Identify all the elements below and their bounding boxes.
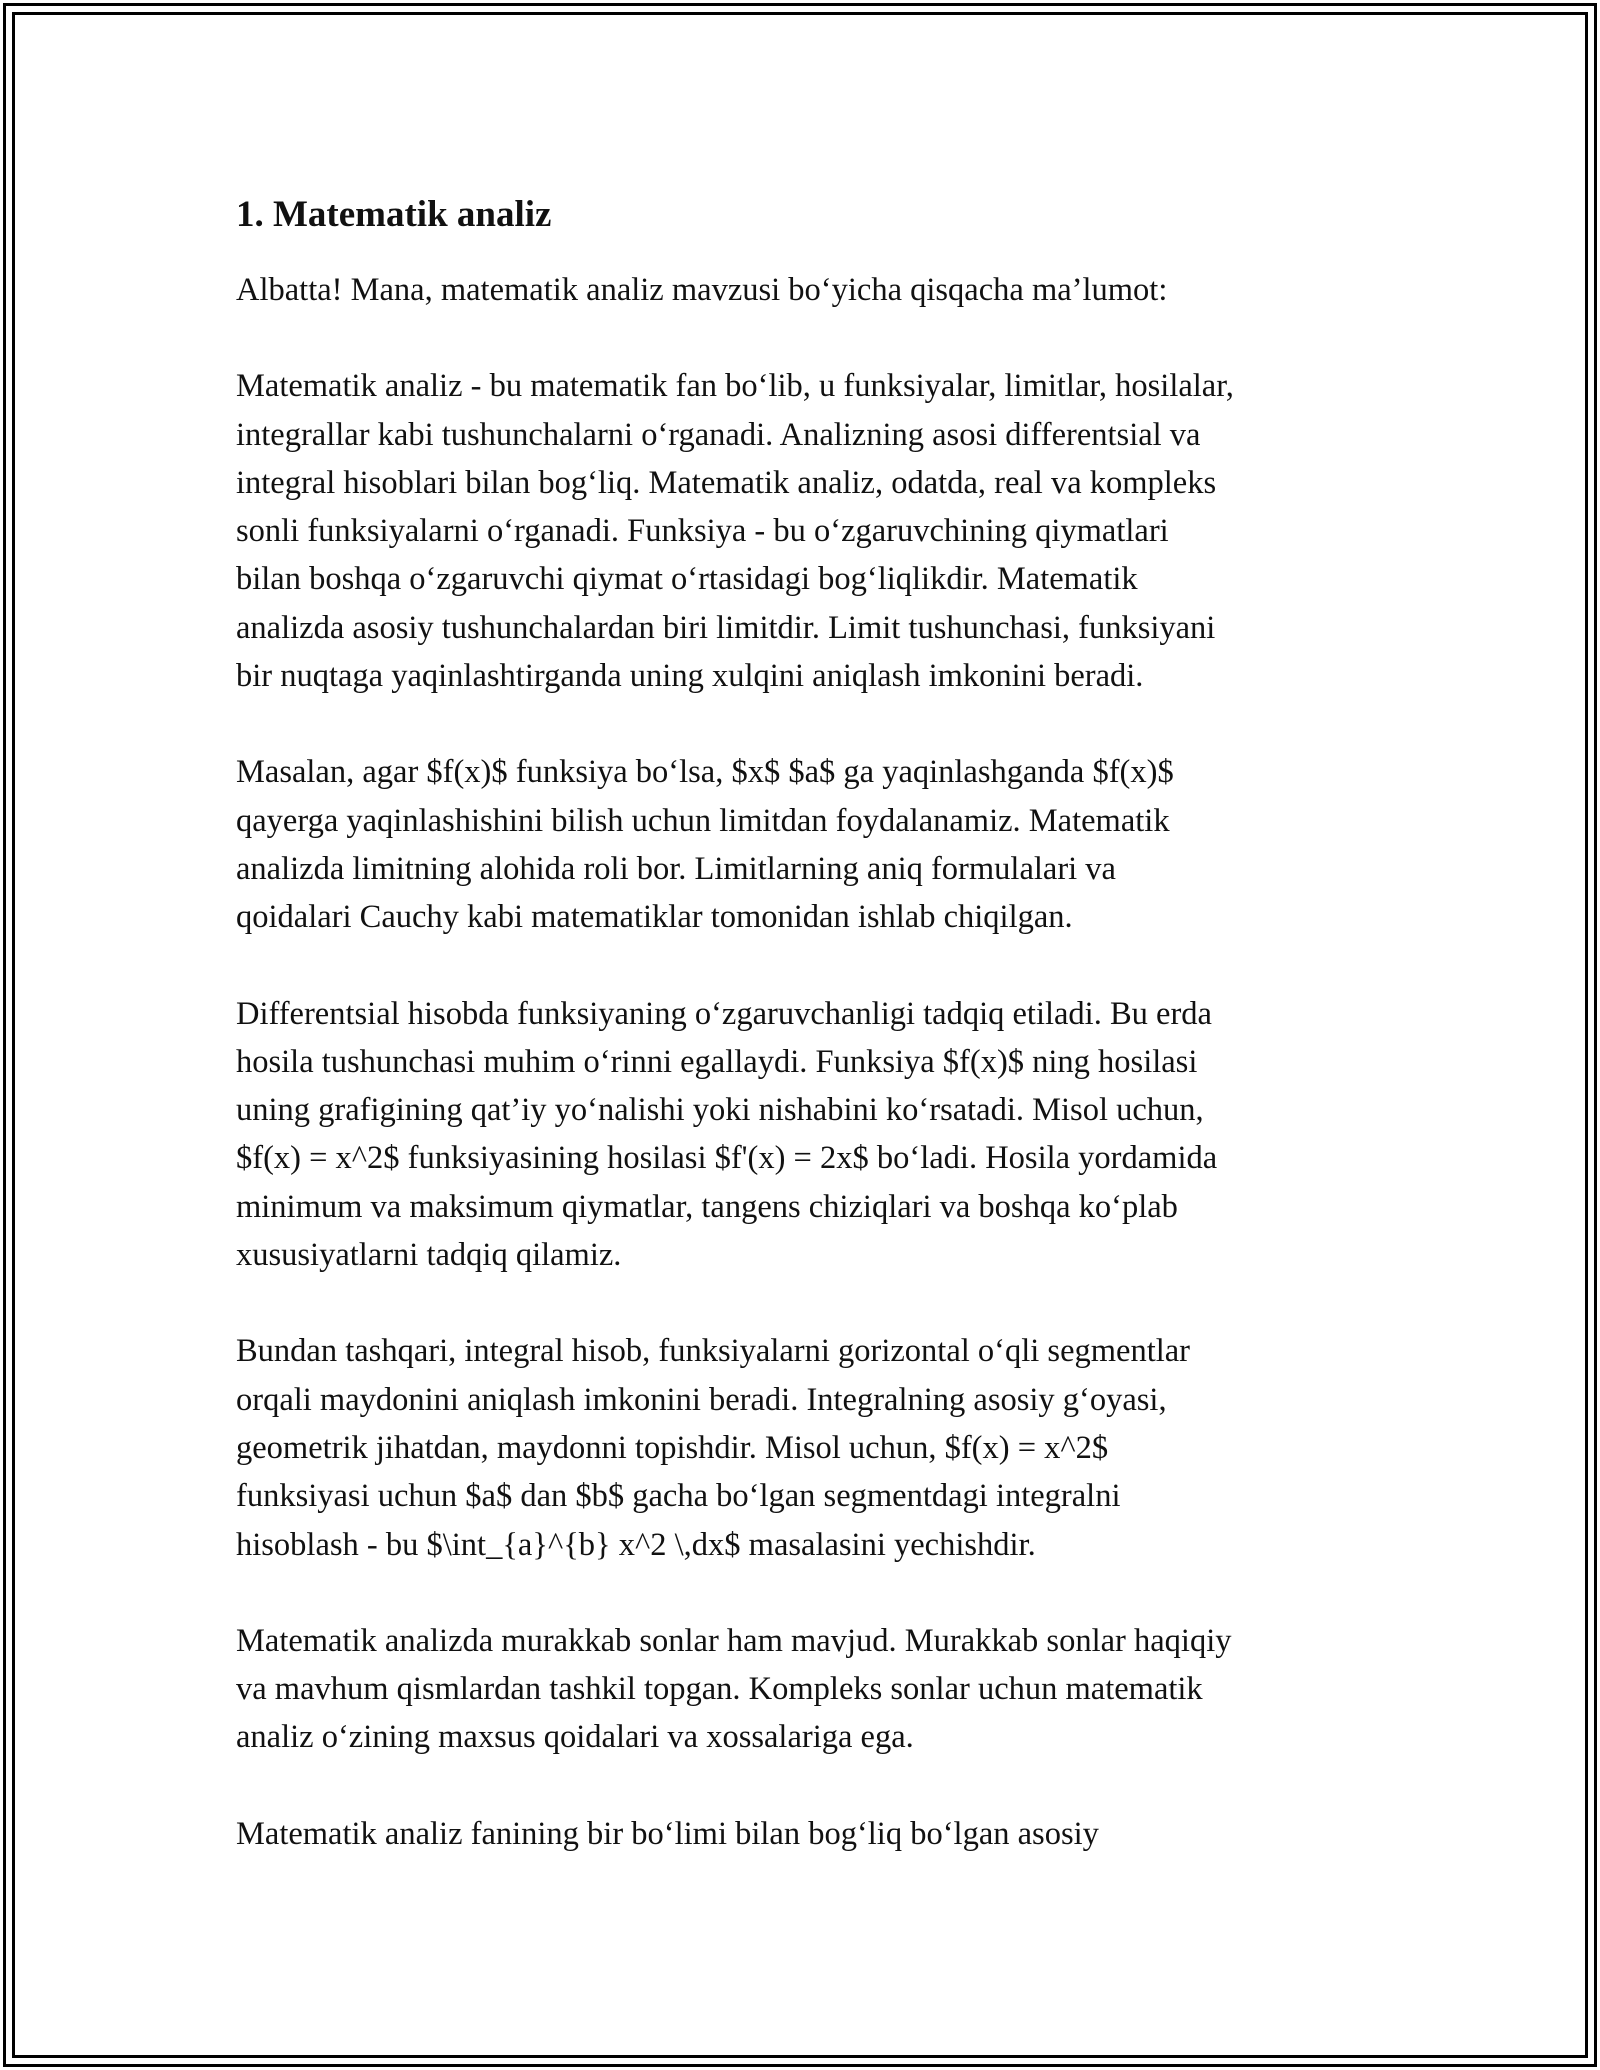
paragraph-limit-example	[236, 748, 1376, 941]
text-line: bir nuqtaga yaqinlashtirganda uning xulqini aniqlash imkonini beradi.	[236, 658, 1144, 695]
text-line: sonli funksiyalarni o‘rganadi. Funksiya - bu o‘zgaruvchining qiymatlari	[236, 513, 1169, 550]
text-line: Differentsial hisobda funksiyaning o‘zgaruvchanligi tadqiq etiladi. Bu erda	[236, 995, 1212, 1032]
text-line: qoidalari Cauchy kabi matematiklar tomonidan ishlab chiqilgan.	[236, 899, 1073, 936]
document-title: 1. Matematik analiz	[236, 194, 552, 235]
text-line: integral hisoblari bilan bog‘liq. Matematik analiz, odatda, real va kompleks	[236, 464, 1217, 501]
text-line: xususiyatlarni tadqiq qilamiz.	[236, 1237, 622, 1274]
text-line: Albatta! Mana, matematik analiz mavzusi bo‘yicha qisqacha ma’lumot:	[236, 272, 1168, 308]
text-line: minimum va maksimum qiymatlar, tangens chiziqlari va boshqa ko‘plab	[236, 1188, 1178, 1225]
text-line: bilan boshqa o‘zgaruvchi qiymat o‘rtasidagi bog‘liqlikdir. Matematik	[236, 561, 1138, 598]
text-line: hisoblash - bu $\int_{a}^{b} x^2 \,dx$ masalasini yechishdir.	[236, 1526, 1036, 1563]
text-line: orqali maydonini aniqlash imkonini beradi. Integralning asosiy g‘oyasi,	[236, 1381, 1167, 1418]
paragraph-complex-numbers	[236, 1617, 1376, 1762]
text-line: Bundan tashqari, integral hisob, funksiyalarni gorizontal o‘qli segmentlar	[236, 1333, 1191, 1370]
text-line: analizda limitning alohida roli bor. Limitlarning aniq formulalari va	[236, 850, 1116, 887]
text-line: Matematik analiz fanining bir bo‘limi bilan bog‘liq bo‘lgan asosiy	[236, 1815, 1099, 1852]
text-line: integrallar kabi tushunchalarni o‘rganadi. Analizning asosi differentsial va	[236, 416, 1201, 453]
text-line: Masalan, agar $f(x)$ funksiya bo‘lsa, $x$ $a$ ga yaqinlashganda $f(x)$	[236, 754, 1174, 791]
text-line: qayerga yaqinlashishini bilish uchun limitdan foydalanamiz. Matematik	[236, 802, 1170, 839]
text-line: analizda asosiy tushunchalardan biri limitdir. Limit tushunchasi, funksiyani	[236, 609, 1216, 646]
text-line: funksiyasi uchun $a$ dan $b$ gacha bo‘lgan segmentdagi integralni	[236, 1478, 1121, 1515]
text-line: va mavhum qismlardan tashkil topgan. Kompleks sonlar uchun matematik	[236, 1671, 1203, 1708]
paragraph-differential	[236, 990, 1376, 1280]
document-page	[236, 186, 1376, 1906]
text-line: $f(x) = x^2$ funksiyasining hosilasi $f'(x) = 2x$ bo‘ladi. Hosila yordamida	[236, 1140, 1218, 1177]
text-line: Matematik analiz - bu matematik fan bo‘lib, u funksiyalar, limitlar, hosilalar,	[236, 368, 1234, 405]
paragraph-closing	[236, 1810, 1376, 1858]
text-line: geometrik jihatdan, maydonni topishdir. Misol uchun, $f(x) = x^2$	[236, 1429, 1109, 1466]
paragraph-integral	[236, 1327, 1376, 1568]
text-line: analiz o‘zining maxsus qoidalari va xossalariga ega.	[236, 1719, 914, 1756]
text-line: Matematik analizda murakkab sonlar ham mavjud. Murakkab sonlar haqiqiy	[236, 1622, 1232, 1659]
paragraph-definition	[236, 362, 1376, 700]
text-line: uning grafigining qat’iy yo‘nalishi yoki nishabini ko‘rsatadi. Misol uchun,	[236, 1092, 1204, 1129]
paragraph-intro	[236, 266, 1376, 314]
text-line: hosila tushunchasi muhim o‘rinni egallaydi. Funksiya $f(x)$ ning hosilasi	[236, 1043, 1198, 1080]
